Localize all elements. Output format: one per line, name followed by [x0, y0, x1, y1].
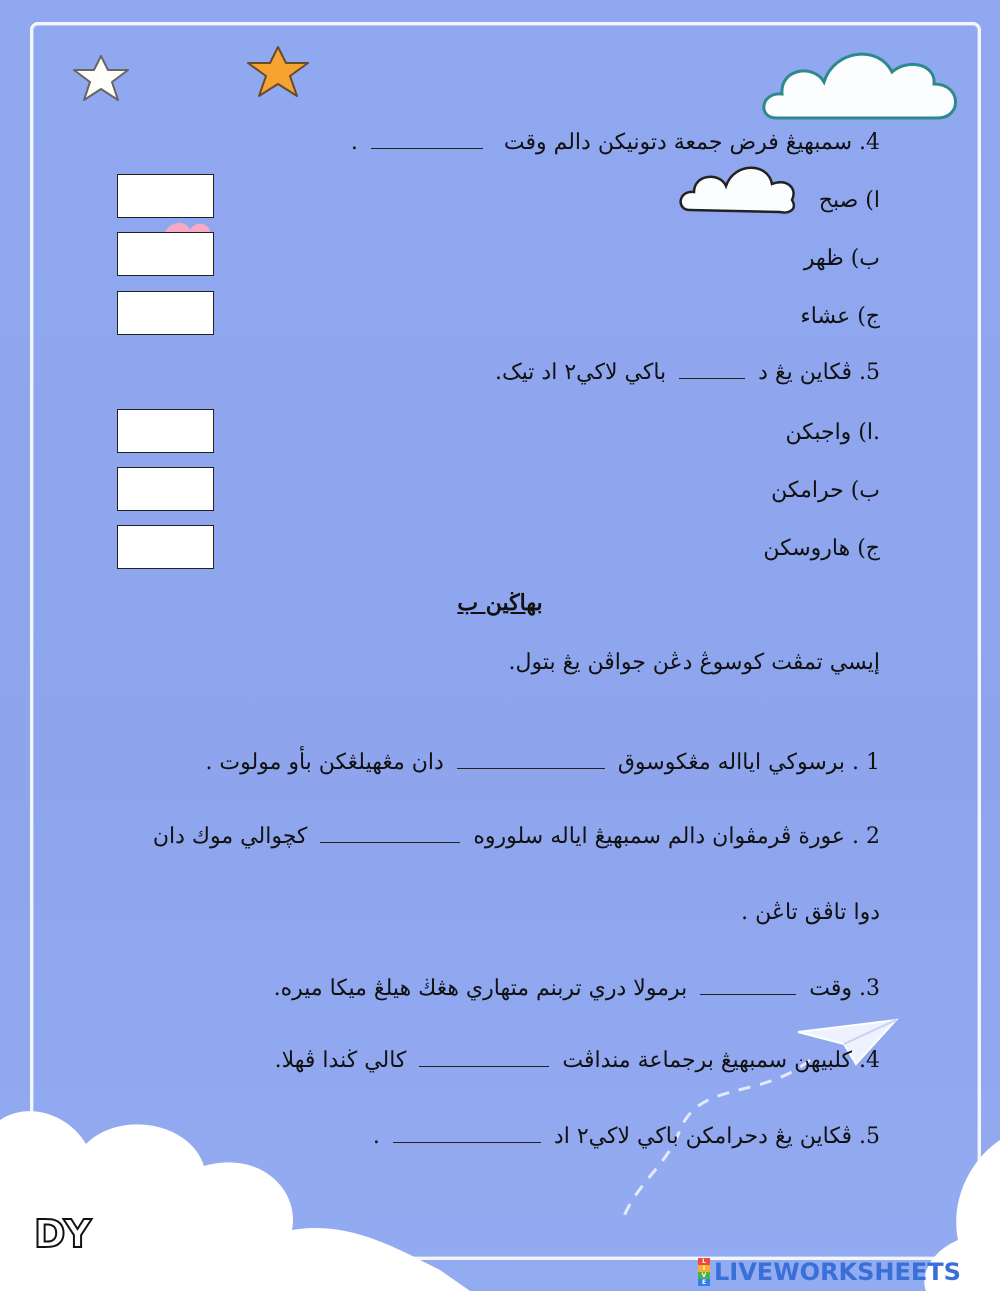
fill-blank-3-input[interactable] — [700, 974, 796, 995]
q5-option-b — [771, 476, 880, 506]
q5-answer-box-b[interactable] — [117, 467, 214, 511]
option-label: ب) حرامكن — [771, 478, 880, 503]
logo-letter: I — [698, 1265, 710, 1272]
option-label: ب) ظهر — [803, 246, 880, 271]
option-label: ا) صبح — [818, 188, 880, 213]
fill-blank-3 — [274, 974, 880, 1004]
question-5-blank[interactable] — [679, 358, 745, 379]
fill-blank-2-input[interactable] — [320, 822, 460, 843]
question-4-end: . — [350, 130, 358, 155]
option-label: ج) هاروسكن — [763, 536, 880, 561]
fill-blank-3-after: برمولا دري تربنم متهاري هڠڬ هيلڠ ميكا ميره. — [273, 976, 688, 1001]
fill-blank-4-before: 4. كلبيهن سمبهيڠ برجماعة منداڤت — [562, 1048, 880, 1073]
q5-answer-box-c[interactable] — [117, 525, 214, 569]
q5-option-a — [785, 418, 880, 448]
question-4-text: 4. سمبهيڠ فرض جمعة دتونيكن دالم وقت — [503, 130, 880, 155]
fill-blank-5-input[interactable] — [393, 1122, 541, 1143]
fill-blank-1-input[interactable] — [457, 748, 605, 769]
option-label: ج) عشاء — [800, 304, 880, 329]
question-5 — [495, 358, 880, 388]
option-label: .ا) واجبكن — [785, 420, 880, 445]
q5-answer-box-a[interactable] — [117, 409, 214, 453]
fill-blank-4-after: كالي ڬندا ڤهلا. — [274, 1048, 407, 1073]
question-5-after: باکي لاکي٢ اد تيک. — [494, 360, 667, 385]
fill-blank-5-after: . — [372, 1124, 380, 1149]
logo-letter: V — [698, 1272, 710, 1279]
fill-blank-1-after: دان مڠهيلڠكن بأو مولوت . — [205, 750, 444, 775]
fill-blank-2-continuation: دوا تاڤق تاڠن . — [741, 900, 880, 925]
liveworksheets-brand[interactable] — [698, 1258, 961, 1286]
section-b-instruction: إيسي تمڤت كوسوڠ دڠن جواڤن يڠ بتول. — [508, 650, 880, 675]
q4-answer-box-b[interactable] — [117, 232, 214, 276]
q4-answer-box-a[interactable] — [117, 174, 214, 218]
fill-blank-2 — [153, 822, 880, 852]
logo-letter: L — [698, 1258, 710, 1265]
liveworksheets-logo-icon — [698, 1258, 710, 1286]
q4-answer-box-c[interactable] — [117, 291, 214, 335]
brand-name: LIVEWORKSHEETS — [714, 1258, 961, 1286]
fill-blank-2-after: كچوالي موك دان — [152, 824, 308, 849]
fill-blank-4-input[interactable] — [419, 1046, 549, 1067]
q4-option-c — [800, 302, 880, 332]
fill-blank-1-before: 1 . برسوكي ايااله مڠكوسوق — [617, 750, 880, 775]
fill-blank-5-before: 5. ڤكاين يڠ دحرامكن باكي لاكي٢ اد — [553, 1124, 880, 1149]
question-5-before: 5. ڤكاين يڠ د — [758, 360, 880, 385]
q5-option-c — [763, 534, 880, 564]
star-orange-icon — [244, 44, 312, 100]
fill-blank-3-before: 3. وقت — [809, 976, 880, 1001]
logo-letter: E — [698, 1279, 710, 1286]
section-b-title: بهاڬين ب — [457, 590, 543, 616]
question-4 — [351, 128, 880, 158]
author-signature: DY — [34, 1212, 93, 1256]
question-4-blank[interactable] — [371, 128, 483, 149]
q4-option-a — [819, 186, 880, 216]
star-white-icon — [70, 52, 132, 104]
cloud-icon — [758, 38, 963, 126]
fill-blank-1 — [205, 748, 880, 778]
fill-blank-4 — [275, 1046, 880, 1076]
q4-option-b — [804, 244, 880, 274]
cloud-icon — [676, 156, 800, 220]
cloud-icon — [0, 1080, 470, 1291]
fill-blank-5 — [373, 1122, 880, 1152]
fill-blank-2-before: 2 . عورة ڤرمڤوان دالم سمبهيڠ اياله سلوروه — [473, 824, 880, 849]
